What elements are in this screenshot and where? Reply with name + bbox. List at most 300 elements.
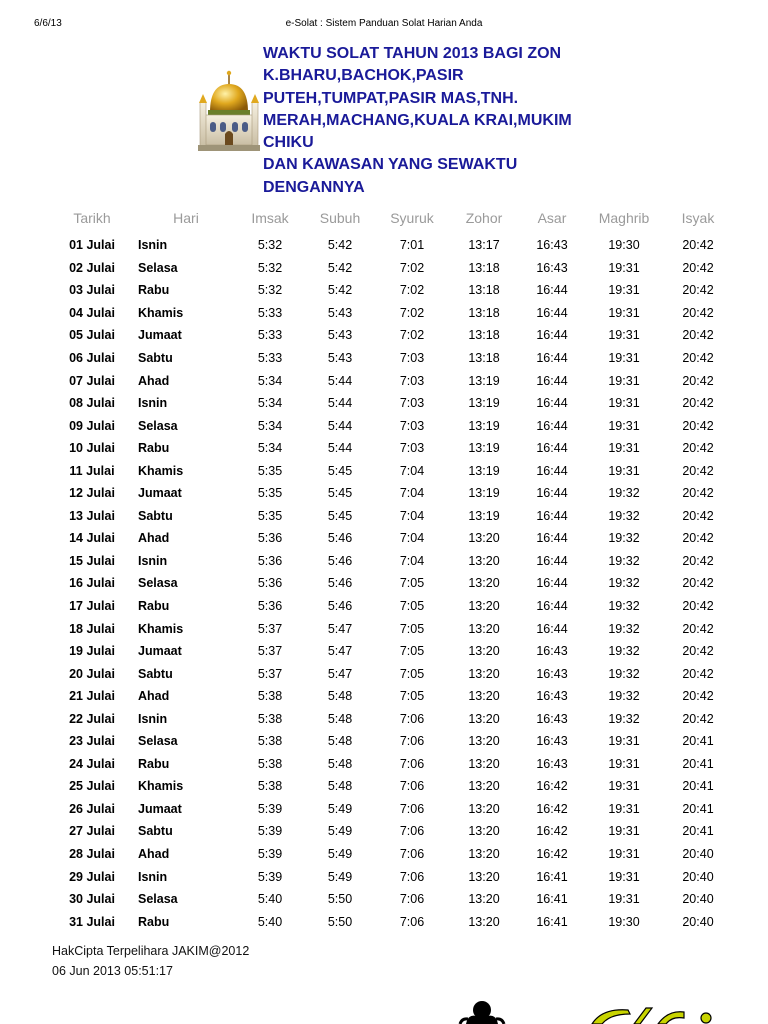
cell-tarikh: 14 Julai: [69, 531, 115, 546]
cell-zohor: 13:19: [468, 373, 500, 388]
table-row: [52, 437, 728, 460]
cell-hari: Isnin: [138, 711, 168, 726]
cell-asar: 16:44: [536, 508, 568, 523]
copyright-text: HakCipta Terpelihara JAKIM@2012: [52, 944, 250, 958]
cell-subuh: 5:43: [327, 351, 353, 365]
cell-asar: 16:44: [536, 531, 568, 546]
cell-tarikh: 26 Julai: [69, 801, 115, 816]
cell-imsak: 5:32: [257, 238, 283, 253]
cell-syuruk: 7:03: [399, 373, 425, 388]
cell-maghrib: 19:31: [608, 441, 640, 456]
cell-tarikh: 11 Julai: [69, 463, 115, 478]
cell-hari: Ahad: [138, 689, 170, 704]
cell-syuruk: 7:06: [399, 779, 425, 794]
cell-zohor: 13:19: [468, 418, 500, 433]
cell-asar: 16:44: [536, 396, 568, 411]
cell-tarikh: 30 Julai: [69, 892, 115, 907]
cell-asar: 16:42: [536, 779, 568, 794]
table-row: [52, 617, 728, 640]
cell-hari: Khamis: [138, 463, 184, 478]
cell-isyak: 20:42: [682, 508, 714, 523]
cell-asar: 16:41: [536, 892, 568, 907]
table-row: [52, 302, 728, 325]
cell-maghrib: 19:31: [608, 801, 640, 816]
print-timestamp: 06 Jun 2013 05:51:17: [52, 964, 173, 978]
cell-zohor: 13:19: [468, 396, 500, 411]
table-row: [52, 820, 728, 843]
cell-hari: Rabu: [138, 599, 170, 614]
cell-maghrib: 19:32: [608, 486, 640, 501]
cell-syuruk: 7:02: [399, 260, 425, 275]
cell-hari: Ahad: [138, 531, 170, 546]
cell-imsak: 5:37: [257, 666, 283, 681]
cell-subuh: 5:49: [327, 801, 353, 816]
cell-isyak: 20:42: [682, 463, 714, 478]
table-row: [52, 910, 728, 933]
cell-hari: Sabtu: [138, 824, 173, 839]
cell-syuruk: 7:02: [399, 305, 425, 320]
table-row: [52, 279, 728, 302]
cell-maghrib: 19:32: [608, 553, 640, 568]
cell-hari: Jumaat: [138, 801, 182, 816]
cell-zohor: 13:20: [468, 666, 500, 681]
cell-asar: 16:42: [536, 847, 568, 862]
cell-asar: 16:43: [536, 644, 568, 659]
cell-subuh: 5:47: [327, 644, 353, 659]
cell-asar: 16:44: [536, 283, 568, 298]
cell-isyak: 20:42: [682, 238, 714, 253]
cell-asar: 16:43: [536, 734, 568, 749]
cell-asar: 16:44: [536, 373, 568, 388]
cell-subuh: 5:43: [327, 305, 353, 320]
cell-imsak: 5:39: [257, 824, 283, 839]
cell-isyak: 20:42: [682, 486, 714, 501]
cell-maghrib: 19:31: [608, 779, 640, 794]
column-header-maghrib: Maghrib: [598, 210, 650, 226]
cell-asar: 16:43: [536, 689, 568, 704]
cell-syuruk: 7:04: [399, 531, 425, 546]
cell-subuh: 5:49: [327, 824, 353, 839]
cell-syuruk: 7:06: [399, 824, 425, 839]
cell-subuh: 5:44: [327, 418, 353, 433]
column-header-isyak: Isyak: [681, 210, 715, 226]
column-header-zohor: Zohor: [465, 210, 503, 226]
cell-zohor: 13:20: [468, 531, 500, 546]
page-title: [263, 43, 683, 199]
cell-subuh: 5:49: [327, 847, 353, 862]
cell-isyak: 20:40: [682, 847, 714, 862]
cell-tarikh: 29 Julai: [69, 869, 115, 884]
table-row: [52, 482, 728, 505]
cell-hari: Ahad: [138, 847, 170, 862]
table-row: [52, 707, 728, 730]
cell-zohor: 13:20: [468, 824, 500, 839]
cell-asar: 16:42: [536, 824, 568, 839]
table-row: [52, 730, 728, 753]
cell-hari: Khamis: [138, 779, 184, 794]
cell-imsak: 5:32: [257, 260, 283, 275]
cell-hari: Sabtu: [138, 508, 173, 523]
table-row: [52, 369, 728, 392]
cell-tarikh: 19 Julai: [69, 644, 115, 659]
cell-isyak: 20:42: [682, 441, 714, 456]
table-body: [52, 234, 728, 933]
cell-subuh: 5:44: [327, 396, 353, 411]
column-header-imsak: Imsak: [251, 210, 289, 226]
cell-tarikh: 20 Julai: [69, 666, 115, 681]
cell-hari: Selasa: [138, 734, 178, 749]
cell-imsak: 5:35: [257, 508, 283, 523]
cell-tarikh: 08 Julai: [69, 396, 115, 411]
cell-hari: Khamis: [138, 621, 184, 636]
cell-isyak: 20:42: [682, 644, 714, 659]
cell-syuruk: 7:04: [399, 486, 425, 501]
cell-syuruk: 7:06: [399, 756, 425, 771]
table-row: [52, 865, 728, 888]
cell-maghrib: 19:32: [608, 621, 640, 636]
cell-zohor: 13:20: [468, 644, 500, 659]
cell-tarikh: 24 Julai: [69, 756, 115, 771]
cell-tarikh: 21 Julai: [69, 689, 115, 704]
cell-zohor: 13:20: [468, 914, 500, 929]
cell-isyak: 20:40: [682, 869, 714, 884]
cell-asar: 16:44: [536, 418, 568, 433]
cell-tarikh: 28 Julai: [69, 847, 115, 862]
cell-zohor: 13:20: [468, 892, 500, 907]
cell-imsak: 5:39: [257, 801, 283, 816]
cell-syuruk: 7:06: [399, 847, 425, 862]
table-row: [52, 572, 728, 595]
cell-tarikh: 22 Julai: [69, 711, 115, 726]
cell-asar: 16:42: [536, 801, 568, 816]
cell-syuruk: 7:03: [399, 351, 425, 365]
cell-isyak: 20:42: [682, 711, 714, 726]
table-row: [52, 595, 728, 618]
cell-zohor: 13:19: [468, 486, 500, 501]
cell-zohor: 13:20: [468, 779, 500, 794]
cell-hari: Rabu: [138, 441, 170, 456]
cell-asar: 16:44: [536, 621, 568, 636]
cell-syuruk: 7:04: [399, 508, 425, 523]
column-header-asar: Asar: [537, 210, 567, 226]
cell-subuh: 5:45: [327, 508, 353, 523]
cell-isyak: 20:42: [682, 260, 714, 275]
cell-isyak: 20:42: [682, 418, 714, 433]
cell-maghrib: 19:30: [608, 914, 640, 929]
cell-hari: Sabtu: [138, 351, 173, 365]
cell-imsak: 5:38: [257, 779, 283, 794]
cell-isyak: 20:40: [682, 914, 714, 929]
cell-isyak: 20:41: [682, 824, 714, 839]
cell-imsak: 5:34: [257, 441, 283, 456]
title-line: MERAH,MACHANG,KUALA KRAI,MUKIM: [263, 111, 572, 129]
cell-isyak: 20:42: [682, 531, 714, 546]
cell-maghrib: 19:32: [608, 508, 640, 523]
cell-syuruk: 7:02: [399, 328, 425, 343]
cell-isyak: 20:42: [682, 553, 714, 568]
silhouette-figure-icon: [452, 1000, 512, 1024]
print-date: 6/6/13: [34, 18, 62, 29]
cell-maghrib: 19:31: [608, 824, 640, 839]
cell-isyak: 20:40: [682, 892, 714, 907]
print-page-title: e-Solat : Sistem Panduan Solat Harian Anda: [285, 18, 483, 29]
cell-hari: Rabu: [138, 283, 170, 298]
cell-hari: Selasa: [138, 418, 178, 433]
cell-zohor: 13:20: [468, 801, 500, 816]
cell-imsak: 5:40: [257, 914, 283, 929]
cell-hari: Khamis: [138, 305, 184, 320]
cell-zohor: 13:20: [468, 689, 500, 704]
cell-syuruk: 7:05: [399, 576, 425, 591]
cell-hari: Sabtu: [138, 666, 173, 681]
cell-syuruk: 7:02: [399, 283, 425, 298]
table-row: [52, 392, 728, 415]
cell-zohor: 13:18: [468, 305, 500, 320]
cell-hari: Selasa: [138, 576, 178, 591]
cell-subuh: 5:48: [327, 711, 353, 726]
cell-asar: 16:44: [536, 576, 568, 591]
print-header: [0, 18, 768, 34]
cell-tarikh: 12 Julai: [69, 486, 115, 501]
cell-imsak: 5:36: [257, 531, 283, 546]
cell-isyak: 20:42: [682, 666, 714, 681]
cell-imsak: 5:35: [257, 486, 283, 501]
cell-tarikh: 02 Julai: [69, 260, 115, 275]
table-row: [52, 527, 728, 550]
cell-asar: 16:43: [536, 666, 568, 681]
cell-syuruk: 7:06: [399, 734, 425, 749]
cell-maghrib: 19:31: [608, 869, 640, 884]
cell-subuh: 5:45: [327, 463, 353, 478]
table-row: [52, 640, 728, 663]
cell-isyak: 20:42: [682, 599, 714, 614]
cell-tarikh: 05 Julai: [69, 328, 115, 343]
cell-isyak: 20:42: [682, 689, 714, 704]
table-row: [52, 505, 728, 528]
cell-imsak: 5:33: [257, 351, 283, 365]
cell-subuh: 5:46: [327, 576, 353, 591]
title-line: K.BHARU,BACHOK,PASIR: [263, 67, 464, 85]
cell-zohor: 13:17: [468, 238, 500, 253]
cell-zohor: 13:19: [468, 441, 500, 456]
cell-zohor: 13:20: [468, 869, 500, 884]
esolat-logo-icon: [588, 1004, 728, 1024]
cell-maghrib: 19:32: [608, 711, 640, 726]
cell-subuh: 5:46: [327, 531, 353, 546]
title-line: CHIKU: [263, 134, 314, 152]
title-line: PUTEH,TUMPAT,PASIR MAS,TNH.: [263, 89, 519, 107]
cell-tarikh: 27 Julai: [69, 824, 115, 839]
cell-hari: Isnin: [138, 553, 168, 568]
cell-hari: Selasa: [138, 260, 178, 275]
table-row: [52, 662, 728, 685]
table-row: [52, 685, 728, 708]
cell-maghrib: 19:32: [608, 666, 640, 681]
cell-syuruk: 7:05: [399, 644, 425, 659]
cell-subuh: 5:42: [327, 283, 353, 298]
column-header-tarikh: Tarikh: [73, 210, 111, 226]
cell-maghrib: 19:31: [608, 756, 640, 771]
cell-isyak: 20:42: [682, 576, 714, 591]
cell-maghrib: 19:32: [608, 576, 640, 591]
cell-subuh: 5:49: [327, 869, 353, 884]
cell-zohor: 13:20: [468, 553, 500, 568]
cell-tarikh: 31 Julai: [69, 914, 115, 929]
cell-maghrib: 19:31: [608, 463, 640, 478]
cell-hari: Rabu: [138, 914, 170, 929]
cell-asar: 16:43: [536, 756, 568, 771]
cell-syuruk: 7:03: [399, 418, 425, 433]
cell-subuh: 5:48: [327, 756, 353, 771]
cell-asar: 16:41: [536, 869, 568, 884]
cell-maghrib: 19:31: [608, 305, 640, 320]
title-line: WAKTU SOLAT TAHUN 2013 BAGI ZON: [263, 45, 562, 62]
cell-asar: 16:44: [536, 305, 568, 320]
cell-tarikh: 03 Julai: [69, 283, 115, 298]
cell-imsak: 5:36: [257, 576, 283, 591]
cell-subuh: 5:47: [327, 666, 353, 681]
cell-subuh: 5:44: [327, 373, 353, 388]
cell-zohor: 13:20: [468, 576, 500, 591]
cell-subuh: 5:50: [327, 892, 353, 907]
cell-maghrib: 19:31: [608, 260, 640, 275]
cell-maghrib: 19:31: [608, 847, 640, 862]
cell-subuh: 5:44: [327, 441, 353, 456]
table-header-row: [52, 202, 728, 234]
cell-syuruk: 7:04: [399, 553, 425, 568]
cell-isyak: 20:42: [682, 396, 714, 411]
cell-zohor: 13:20: [468, 621, 500, 636]
cell-asar: 16:41: [536, 914, 568, 929]
cell-zohor: 13:20: [468, 599, 500, 614]
cell-syuruk: 7:05: [399, 599, 425, 614]
cell-imsak: 5:40: [257, 892, 283, 907]
cell-syuruk: 7:05: [399, 666, 425, 681]
cell-asar: 16:43: [536, 260, 568, 275]
cell-isyak: 20:42: [682, 283, 714, 298]
cell-subuh: 5:48: [327, 779, 353, 794]
cell-maghrib: 19:32: [608, 531, 640, 546]
cell-zohor: 13:18: [468, 283, 500, 298]
cell-maghrib: 19:31: [608, 351, 640, 365]
table-row: [52, 843, 728, 866]
cell-imsak: 5:33: [257, 328, 283, 343]
cell-imsak: 5:33: [257, 305, 283, 320]
cell-imsak: 5:34: [257, 373, 283, 388]
cell-tarikh: 07 Julai: [69, 373, 115, 388]
cell-asar: 16:44: [536, 463, 568, 478]
cell-asar: 16:44: [536, 486, 568, 501]
cell-subuh: 5:50: [327, 914, 353, 929]
cell-asar: 16:44: [536, 441, 568, 456]
cell-maghrib: 19:31: [608, 892, 640, 907]
cell-subuh: 5:46: [327, 553, 353, 568]
cell-asar: 16:43: [536, 238, 568, 253]
table-row: [52, 888, 728, 911]
table-row: [52, 753, 728, 776]
cell-imsak: 5:38: [257, 689, 283, 704]
cell-maghrib: 19:31: [608, 396, 640, 411]
cell-subuh: 5:43: [327, 328, 353, 343]
cell-zohor: 13:19: [468, 463, 500, 478]
cell-syuruk: 7:03: [399, 441, 425, 456]
cell-subuh: 5:42: [327, 238, 353, 253]
cell-syuruk: 7:06: [399, 801, 425, 816]
cell-hari: Jumaat: [138, 328, 182, 343]
cell-tarikh: 15 Julai: [69, 553, 115, 568]
cell-tarikh: 18 Julai: [69, 621, 115, 636]
column-header-syuruk: Syuruk: [390, 210, 434, 226]
table-row: [52, 257, 728, 280]
cell-hari: Selasa: [138, 892, 178, 907]
cell-zohor: 13:19: [468, 508, 500, 523]
cell-subuh: 5:47: [327, 621, 353, 636]
cell-syuruk: 7:05: [399, 621, 425, 636]
cell-maghrib: 19:32: [608, 644, 640, 659]
cell-subuh: 5:42: [327, 260, 353, 275]
column-header-hari: Hari: [173, 210, 199, 226]
table-row: [52, 550, 728, 573]
cell-imsak: 5:34: [257, 418, 283, 433]
mosque-icon: [198, 68, 260, 160]
cell-syuruk: 7:06: [399, 892, 425, 907]
cell-maghrib: 19:31: [608, 373, 640, 388]
table-row: [52, 775, 728, 798]
cell-syuruk: 7:03: [399, 396, 425, 411]
cell-zohor: 13:18: [468, 260, 500, 275]
cell-tarikh: 06 Julai: [69, 351, 115, 365]
cell-tarikh: 01 Julai: [69, 238, 115, 253]
cell-hari: Isnin: [138, 396, 168, 411]
cell-imsak: 5:37: [257, 621, 283, 636]
cell-maghrib: 19:31: [608, 328, 640, 343]
cell-asar: 16:44: [536, 553, 568, 568]
cell-imsak: 5:36: [257, 553, 283, 568]
cell-imsak: 5:39: [257, 869, 283, 884]
cell-imsak: 5:34: [257, 396, 283, 411]
cell-asar: 16:43: [536, 711, 568, 726]
cell-subuh: 5:48: [327, 734, 353, 749]
cell-imsak: 5:38: [257, 734, 283, 749]
cell-imsak: 5:38: [257, 711, 283, 726]
cell-hari: Isnin: [138, 869, 168, 884]
cell-asar: 16:44: [536, 328, 568, 343]
cell-maghrib: 19:30: [608, 238, 640, 253]
cell-tarikh: 17 Julai: [69, 599, 115, 614]
cell-subuh: 5:45: [327, 486, 353, 501]
column-header-subuh: Subuh: [319, 210, 361, 226]
cell-zohor: 13:20: [468, 847, 500, 862]
cell-isyak: 20:42: [682, 621, 714, 636]
cell-isyak: 20:42: [682, 373, 714, 388]
cell-isyak: 20:41: [682, 779, 714, 794]
footer: [52, 941, 249, 981]
title-line: DENGANNYA: [263, 178, 365, 196]
cell-tarikh: 13 Julai: [69, 508, 115, 523]
cell-imsak: 5:37: [257, 644, 283, 659]
cell-imsak: 5:39: [257, 847, 283, 862]
cell-hari: Isnin: [138, 238, 168, 253]
cell-zohor: 13:20: [468, 756, 500, 771]
cell-syuruk: 7:06: [399, 914, 425, 929]
cell-tarikh: 16 Julai: [69, 576, 115, 591]
cell-isyak: 20:41: [682, 756, 714, 771]
cell-syuruk: 7:06: [399, 869, 425, 884]
cell-maghrib: 19:32: [608, 689, 640, 704]
cell-isyak: 20:42: [682, 305, 714, 320]
cell-zohor: 13:20: [468, 734, 500, 749]
cell-asar: 16:44: [536, 599, 568, 614]
